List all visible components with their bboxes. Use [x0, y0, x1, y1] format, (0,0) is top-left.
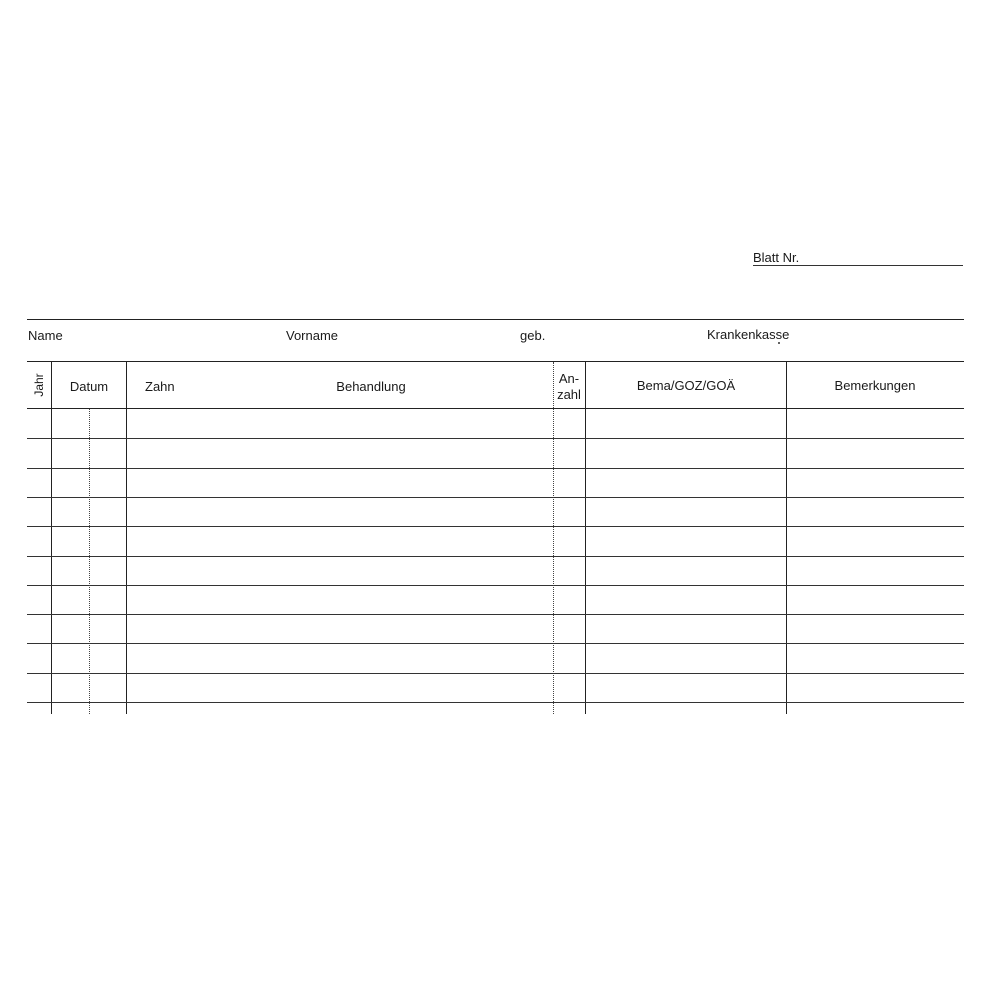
cell-behandlung[interactable]	[170, 651, 550, 674]
cell-zahn[interactable]	[128, 505, 168, 528]
cell-behandlung[interactable]	[170, 505, 550, 528]
cell-datum[interactable]	[53, 622, 125, 645]
cell-datum[interactable]	[53, 651, 125, 674]
cell-anzahl[interactable]	[556, 622, 584, 645]
cell-jahr[interactable]	[28, 564, 50, 587]
cell-zahn[interactable]	[128, 417, 168, 440]
cell-datum[interactable]	[53, 505, 125, 528]
cell-datum[interactable]	[53, 534, 125, 557]
cell-bemerkungen[interactable]	[789, 593, 963, 616]
col-header-bema: Bema/GOZ/GOÄ	[636, 378, 736, 393]
cell-jahr[interactable]	[28, 681, 50, 704]
cell-zahn[interactable]	[128, 534, 168, 557]
cell-datum[interactable]	[53, 446, 125, 469]
cell-bemerkungen[interactable]	[789, 534, 963, 557]
cell-zahn[interactable]	[128, 622, 168, 645]
cell-jahr[interactable]	[28, 622, 50, 645]
vorname-label: Vorname	[286, 328, 339, 343]
table-header-bottom-rule	[27, 408, 964, 409]
col-divider-behandlung-anzahl	[553, 362, 554, 714]
cell-behandlung[interactable]	[170, 593, 550, 616]
cell-zahn[interactable]	[128, 593, 168, 616]
cell-jahr[interactable]	[28, 593, 50, 616]
row-rule	[27, 556, 964, 557]
cell-jahr[interactable]	[28, 476, 50, 499]
cell-zahn[interactable]	[128, 564, 168, 587]
cell-zahn[interactable]	[128, 681, 168, 704]
cell-bemerkungen[interactable]	[789, 681, 963, 704]
row-rule	[27, 702, 964, 703]
cell-bema[interactable]	[588, 564, 784, 587]
row-rule	[27, 643, 964, 644]
cell-bema[interactable]	[588, 593, 784, 616]
cell-bema[interactable]	[588, 446, 784, 469]
row-rule	[27, 614, 964, 615]
col-divider-datum-zahn	[126, 362, 127, 714]
cell-bema[interactable]	[588, 476, 784, 499]
krankenkasse-label: Krankenkasse	[707, 327, 790, 342]
cell-bemerkungen[interactable]	[789, 622, 963, 645]
cell-datum[interactable]	[53, 593, 125, 616]
row-rule	[27, 526, 964, 527]
table-top-rule	[27, 361, 964, 362]
cell-anzahl[interactable]	[556, 593, 584, 616]
cell-bema[interactable]	[588, 417, 784, 440]
cell-anzahl[interactable]	[556, 446, 584, 469]
col-header-jahr: Jahr	[32, 373, 46, 397]
col-divider-jahr-datum	[51, 362, 52, 714]
col-divider-bema-bemerkungen	[786, 362, 787, 714]
row-rule	[27, 673, 964, 674]
cell-behandlung[interactable]	[170, 417, 550, 440]
ink-dot	[778, 342, 780, 344]
cell-jahr[interactable]	[28, 417, 50, 440]
cell-jahr[interactable]	[28, 651, 50, 674]
cell-bema[interactable]	[588, 534, 784, 557]
cell-bema[interactable]	[588, 622, 784, 645]
cell-anzahl[interactable]	[556, 681, 584, 704]
cell-bemerkungen[interactable]	[789, 564, 963, 587]
cell-behandlung[interactable]	[170, 564, 550, 587]
cell-bemerkungen[interactable]	[789, 446, 963, 469]
geb-label: geb.	[520, 328, 546, 343]
col-divider-anzahl-bema	[585, 362, 586, 714]
cell-bema[interactable]	[588, 681, 784, 704]
sheet-number-field[interactable]	[800, 249, 960, 265]
cell-zahn[interactable]	[128, 446, 168, 469]
col-header-behandlung: Behandlung	[336, 379, 406, 394]
cell-anzahl[interactable]	[556, 505, 584, 528]
cell-zahn[interactable]	[128, 476, 168, 499]
sheet-number-label: Blatt Nr.	[753, 250, 800, 265]
cell-datum[interactable]	[53, 564, 125, 587]
col-header-bemerkungen: Bemerkungen	[834, 378, 916, 393]
cell-behandlung[interactable]	[170, 681, 550, 704]
cell-bemerkungen[interactable]	[789, 417, 963, 440]
col-header-datum: Datum	[69, 379, 109, 394]
row-rule	[27, 468, 964, 469]
cell-anzahl[interactable]	[556, 534, 584, 557]
sheet-number-underline	[753, 265, 963, 266]
col-header-zahn: Zahn	[145, 379, 175, 394]
cell-behandlung[interactable]	[170, 476, 550, 499]
cell-datum[interactable]	[53, 417, 125, 440]
row-rule	[27, 497, 964, 498]
row-rule	[27, 438, 964, 439]
cell-bemerkungen[interactable]	[789, 476, 963, 499]
cell-anzahl[interactable]	[556, 564, 584, 587]
cell-behandlung[interactable]	[170, 446, 550, 469]
cell-anzahl[interactable]	[556, 417, 584, 440]
cell-datum[interactable]	[53, 681, 125, 704]
cell-anzahl[interactable]	[556, 651, 584, 674]
cell-bemerkungen[interactable]	[789, 651, 963, 674]
row-rule	[27, 585, 964, 586]
col-header-anzahl-line1: An-	[558, 371, 580, 386]
patient-block-top-rule	[27, 319, 964, 320]
cell-zahn[interactable]	[128, 651, 168, 674]
cell-jahr[interactable]	[28, 534, 50, 557]
cell-bema[interactable]	[588, 651, 784, 674]
name-label: Name	[28, 328, 63, 343]
col-header-anzahl-line2: zahl	[557, 387, 581, 402]
cell-behandlung[interactable]	[170, 534, 550, 557]
cell-datum[interactable]	[53, 476, 125, 499]
cell-bema[interactable]	[588, 505, 784, 528]
cell-bemerkungen[interactable]	[789, 505, 963, 528]
cell-anzahl[interactable]	[556, 476, 584, 499]
cell-jahr[interactable]	[28, 446, 50, 469]
cell-behandlung[interactable]	[170, 622, 550, 645]
cell-jahr[interactable]	[28, 505, 50, 528]
